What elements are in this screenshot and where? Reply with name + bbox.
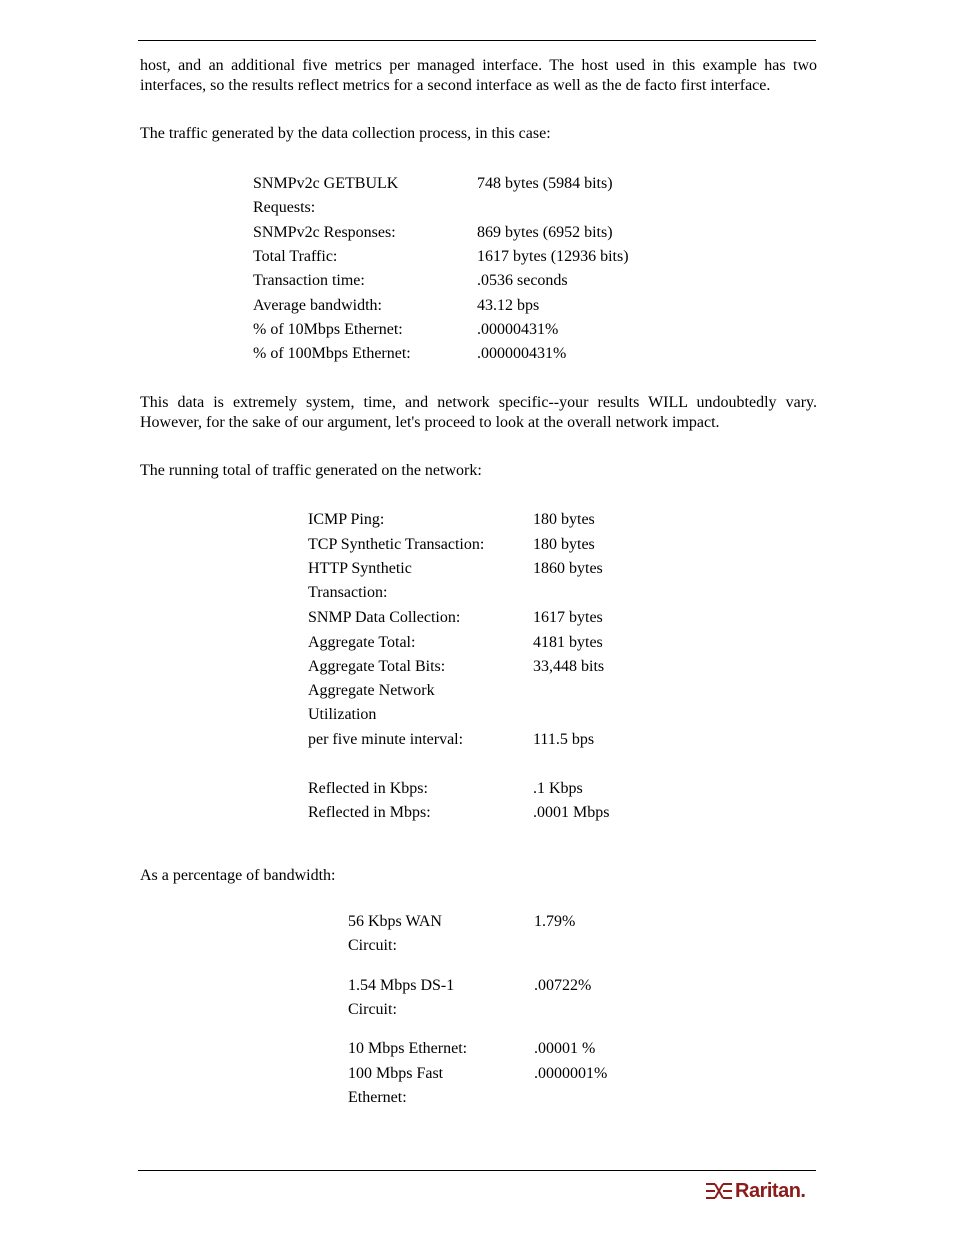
intro-paragraph: host, and an additional five metrics per managed interface. The host used in this example has two interfaces, so the results reflect metrics for a second interface as well as the de facto first interface.: [140, 57, 817, 94]
row-value: 1860 bytes: [533, 560, 603, 577]
row-label: Aggregate Network Utilization: [308, 682, 435, 723]
row-value: .00722%: [534, 977, 592, 994]
row-label: TCP Synthetic Transaction:: [308, 536, 485, 553]
row-label: % of 100Mbps Ethernet:: [253, 345, 411, 362]
row-label: % of 10Mbps Ethernet:: [253, 321, 403, 338]
row-value: .00001 %: [534, 1040, 596, 1057]
footer-rule: [138, 1170, 816, 1171]
row-value: 43.12 bps: [477, 297, 540, 314]
row-label: 56 Kbps WAN Circuit:: [348, 913, 442, 954]
row-value: 1.79%: [534, 913, 576, 930]
row-value: 180 bytes: [533, 511, 595, 528]
raritan-logo-text: Raritan.: [735, 1179, 806, 1202]
row-label: Transaction time:: [253, 272, 365, 289]
row-label: SNMP Data Collection:: [308, 609, 461, 626]
row-label: 1.54 Mbps DS-1 Circuit:: [348, 977, 455, 1018]
row-label: Aggregate Total:: [308, 634, 416, 651]
row-value: .00000431%: [477, 321, 559, 338]
caveat-paragraph: This data is extremely system, time, and network specific--your results WILL undoubtedly vary. However, for the sake of our argument, let's proceed to look at the overall network impact.: [140, 394, 817, 431]
raritan-logo: [706, 1178, 805, 1204]
row-label: 10 Mbps Ethernet:: [348, 1040, 468, 1057]
row-label: 100 Mbps Fast Ethernet:: [348, 1065, 444, 1106]
row-value: .000000431%: [477, 345, 567, 362]
row-value: 1617 bytes (12936 bits): [477, 248, 629, 265]
row-value: 33,448 bits: [533, 658, 605, 675]
row-value: .0001 Mbps: [533, 804, 610, 821]
row-value: 869 bytes (6952 bits): [477, 224, 613, 241]
row-label: SNMPv2c GETBULK Requests:: [253, 175, 399, 216]
row-label: SNMPv2c Responses:: [253, 224, 396, 241]
row-label: per five minute interval:: [308, 731, 464, 748]
running-total-intro: The running total of traffic generated on the network:: [140, 462, 482, 479]
row-label: Aggregate Total Bits:: [308, 658, 446, 675]
row-label: Average bandwidth:: [253, 297, 382, 314]
raritan-logo-icon: [706, 1181, 732, 1201]
row-label: HTTP Synthetic Transaction:: [308, 560, 412, 601]
row-value: .0000001%: [534, 1065, 608, 1082]
row-value: 180 bytes: [533, 536, 595, 553]
header-rule: [138, 40, 816, 41]
row-value: 4181 bytes: [533, 634, 603, 651]
row-label: ICMP Ping:: [308, 511, 385, 528]
traffic-intro: The traffic generated by the data collection process, in this case:: [140, 125, 551, 142]
row-label: Reflected in Kbps:: [308, 780, 428, 797]
percentage-intro: As a percentage of bandwidth:: [140, 867, 336, 884]
row-value: 1617 bytes: [533, 609, 603, 626]
row-label: Total Traffic:: [253, 248, 338, 265]
row-value: .1 Kbps: [533, 780, 583, 797]
row-value: 111.5 bps: [533, 731, 595, 748]
row-value: .0536 seconds: [477, 272, 568, 289]
row-value: 748 bytes (5984 bits): [477, 175, 613, 192]
row-label: Reflected in Mbps:: [308, 804, 431, 821]
